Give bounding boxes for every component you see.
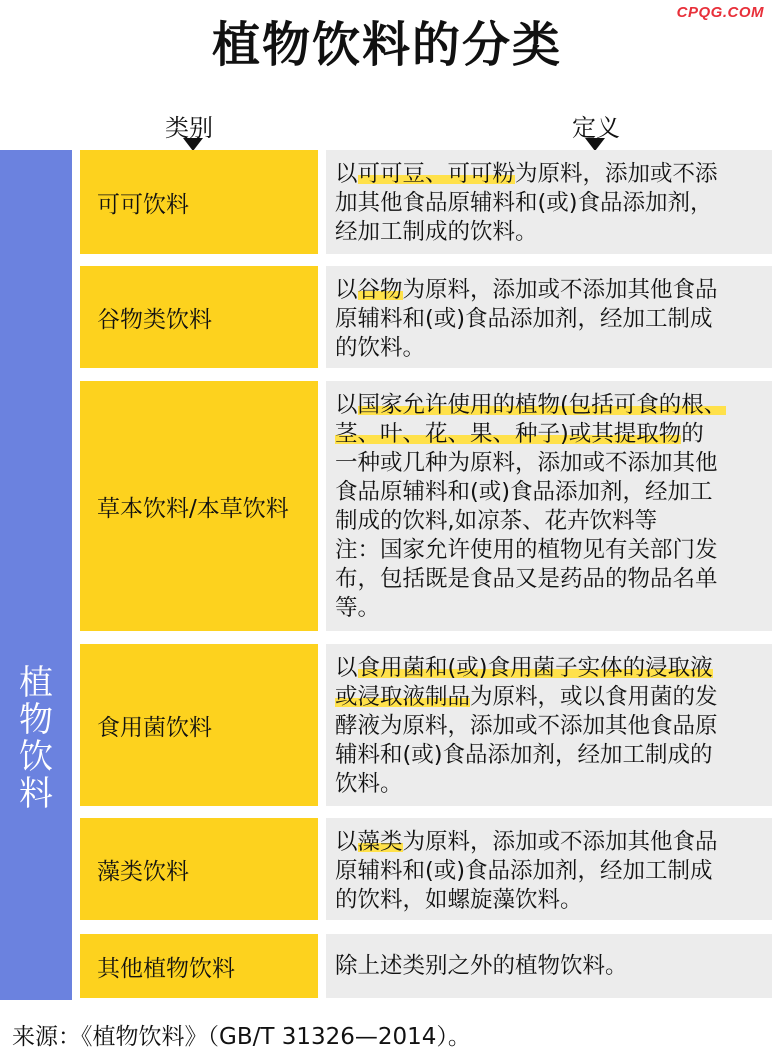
definition-line (335, 886, 766, 915)
definition-text-segment: 制成的饮料,如凉茶、花卉饮料等 (335, 508, 658, 534)
definition-text-segment: 以 (335, 277, 358, 303)
definition-line (335, 770, 766, 799)
definition-line (335, 160, 766, 189)
definition-text-segment: 加其他食品原辅料和(或)食品添加剂， (335, 190, 713, 216)
definition-text-segment: 的饮料，如螺旋藻饮料。 (335, 887, 583, 913)
highlighted-text: 国家允许使用的植物(包括可食的根、 (357, 392, 727, 418)
side-bar-label (0, 665, 72, 813)
table-row (80, 818, 772, 920)
category-cell: 谷物类饮料 (80, 266, 318, 368)
definition-text-segment: 辅料和(或)食品添加剂，经加工制成的 (335, 742, 713, 768)
definition-line (335, 334, 766, 363)
definition-text (335, 276, 766, 363)
side-bar-char: 料 (19, 774, 53, 814)
definition-column-header: 定义 (572, 114, 620, 142)
definition-text-segment: 布，包括既是食品又是药品的物品名单 (335, 566, 718, 592)
category-cell: 藻类饮料 (80, 818, 318, 920)
definition-text-segment: 原辅料和(或)食品添加剂，经加工制成 (335, 306, 713, 332)
definition-text-segment: 原辅料和(或)食品添加剂，经加工制成 (335, 858, 713, 884)
definition-line (335, 391, 766, 420)
definition-text (335, 828, 766, 915)
definition-text-segment: 的饮料。 (335, 335, 426, 361)
definition-text-segment: 经加工制成的饮料。 (335, 219, 538, 245)
definition-text-segment: 以 (335, 655, 358, 681)
brand-logo-text: CPQG.COM (676, 4, 764, 21)
definition-text-segment: 酵液为原料，添加或不添加其他食品原 (335, 713, 718, 739)
definition-cell (326, 818, 772, 920)
definition-text-segment: 为原料，添加或不添 (515, 161, 718, 187)
definition-line (335, 189, 766, 218)
highlighted-text: 谷物 (357, 277, 403, 303)
category-cell: 可可饮料 (80, 150, 318, 254)
definition-text-segment: 为原料，或以食用菌的发 (470, 684, 718, 710)
definition-cell (326, 266, 772, 368)
definition-line (335, 712, 766, 741)
definition-text-segment: 的 (681, 421, 704, 447)
table-row (80, 381, 772, 631)
definition-text (335, 391, 766, 623)
definition-text (335, 160, 766, 247)
definition-line (335, 218, 766, 247)
side-bar (0, 150, 72, 1000)
table-row (80, 644, 772, 806)
definition-line (335, 565, 766, 594)
side-bar-char: 物 (19, 700, 53, 740)
category-cell: 草本饮料/本草饮料 (80, 381, 318, 631)
highlighted-text: 可可豆、可可粉 (357, 161, 516, 187)
definition-cell (326, 150, 772, 254)
definition-line (335, 952, 628, 981)
definition-text-segment: 一种或几种为原料，添加或不添加其他 (335, 450, 718, 476)
definition-line (335, 449, 766, 478)
definition-text-segment: 以 (335, 392, 358, 418)
definition-line (335, 594, 766, 623)
table-row (80, 934, 772, 998)
table-row (80, 266, 772, 368)
category-cell: 其他植物饮料 (80, 934, 318, 998)
category-cell: 食用菌饮料 (80, 644, 318, 806)
definition-text-segment: 除上述类别之外的植物饮料。 (335, 952, 628, 979)
source-citation: 来源：《植物饮料》（GB/T 31326—2014）。 (12, 1024, 471, 1050)
side-bar-char: 饮 (19, 737, 53, 777)
highlighted-text: 或浸取液制品 (335, 684, 471, 710)
definition-line (335, 654, 766, 683)
definition-text-segment: 为原料，添加或不添加其他食品 (402, 829, 718, 855)
definition-line (335, 741, 766, 770)
definition-line (335, 305, 766, 334)
definition-text-segment: 以 (335, 829, 358, 855)
highlighted-text: 食用菌和(或)食用菌子实体的浸取液 (357, 655, 713, 681)
definition-text-segment: 为原料，添加或不添加其他食品 (402, 277, 718, 303)
definition-text-segment: 等。 (335, 595, 381, 621)
definition-text-segment: 食品原辅料和(或)食品添加剂，经加工 (335, 479, 713, 505)
definition-line (335, 478, 766, 507)
highlighted-text: 茎、叶、花、果、种子)或其提取物 (335, 421, 682, 447)
definition-line (335, 857, 766, 886)
definition-line (335, 420, 766, 449)
definition-line (335, 276, 766, 305)
definition-line (335, 828, 766, 857)
definition-cell (326, 644, 772, 806)
definition-line (335, 536, 766, 565)
definition-line (335, 507, 766, 536)
definition-text (335, 952, 628, 981)
definition-text (335, 654, 766, 799)
side-bar-char: 植 (19, 663, 53, 703)
definition-text-segment: 注：国家允许使用的植物见有关部门发 (335, 537, 718, 563)
page-title: 植物饮料的分类 (211, 17, 562, 73)
definition-line (335, 683, 766, 712)
definition-text-segment: 饮料。 (335, 771, 403, 797)
definition-cell (326, 381, 772, 631)
highlighted-text: 藻类 (357, 829, 403, 855)
definition-cell (326, 934, 772, 998)
definition-text-segment: 以 (335, 161, 358, 187)
table-row (80, 150, 772, 254)
category-column-header: 类别 (165, 114, 213, 142)
